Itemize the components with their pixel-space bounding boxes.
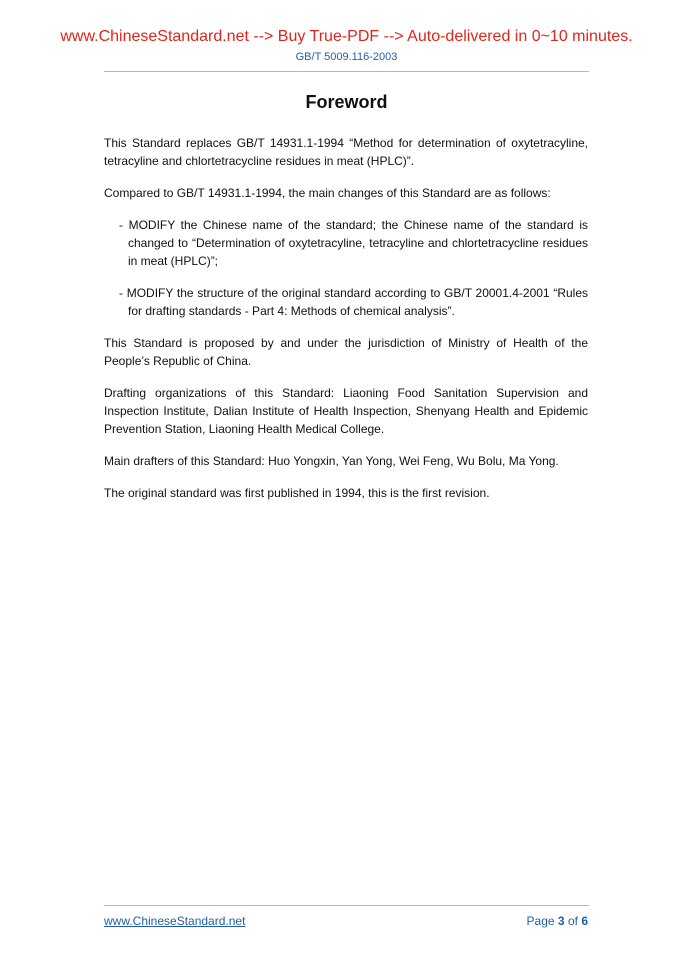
footer-website-link[interactable]: www.ChineseStandard.net <box>104 914 246 928</box>
list-item-change-name: - MODIFY the Chinese name of the standard; the Chinese name of the standard is changed to “Determination of oxytetracyline, tetracyline and chlortetracycline residues in meat (HPLC)”; <box>119 218 588 268</box>
paragraph-replaces: This Standard replaces GB/T 14931.1-1994 “Method for determination of oxytetracyline, tetracyline and chlortetracycline residues in meat (HPLC)”. <box>104 136 588 168</box>
page-total: 6 <box>581 914 588 928</box>
paragraph-drafting-organizations: Drafting organizations of this Standard: Liaoning Food Sanitation Supervision and Inspection Institute, Dalian Institute of Health Inspection, Shenyang Health and Epidemic Prevention Station, Liaoning Health Medical College. <box>104 386 588 436</box>
list-item-change-structure: - MODIFY the structure of the original standard according to GB/T 20001.4-2001 “Rules for drafting standards - Part 4: Methods of chemical analysis”. <box>119 286 588 318</box>
promo-banner[interactable]: www.ChineseStandard.net --> Buy True-PDF --> Auto-delivered in 0~10 minutes. <box>60 28 633 45</box>
paragraph-revision-history: The original standard was first published in 1994, this is the first revision. <box>104 486 490 500</box>
document-code: GB/T 5009.116-2003 <box>295 51 398 63</box>
paragraph-proposed-by: This Standard is proposed by and under the jurisdiction of Ministry of Health of the People’s Republic of China. <box>104 336 588 368</box>
footer-divider <box>104 905 589 906</box>
paragraph-main-drafters: Main drafters of this Standard: Huo Yongxin, Yan Yong, Wei Feng, Wu Bolu, Ma Yong. <box>104 454 559 468</box>
page-title: Foreword <box>305 92 388 112</box>
page-current: 3 <box>557 914 565 928</box>
page-of-label: of <box>567 914 578 928</box>
page-label: Page <box>526 914 555 928</box>
page-indicator <box>527 914 588 928</box>
header-divider <box>104 71 589 72</box>
document-body <box>104 134 588 516</box>
paragraph-changes-intro: Compared to GB/T 14931.1-1994, the main changes of this Standard are as follows: <box>104 186 551 200</box>
